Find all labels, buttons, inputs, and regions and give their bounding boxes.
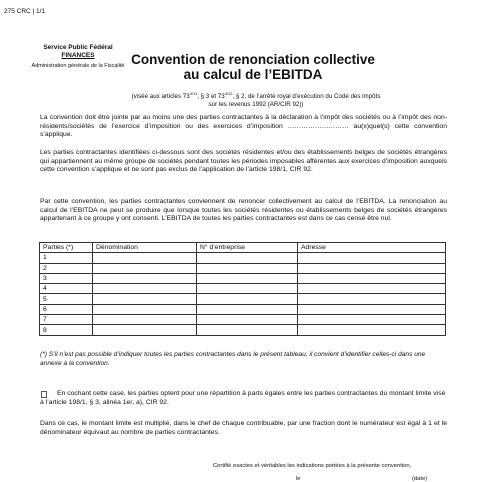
cell-enterprise-number[interactable] — [197, 315, 298, 325]
table-row — [40, 315, 446, 325]
row-number: 1 — [40, 253, 93, 263]
row-number: 2 — [40, 263, 93, 273]
cell-denomination[interactable] — [93, 325, 197, 335]
equal-split-option — [40, 390, 447, 407]
cell-enterprise-number[interactable] — [197, 294, 298, 304]
row-number: 8 — [40, 325, 93, 335]
row-number: 3 — [40, 273, 93, 283]
cell-address[interactable] — [298, 263, 446, 273]
subtitle-part-a: (visée aux articles 73 — [131, 93, 190, 101]
table-row — [40, 294, 446, 304]
subtitle-sup-2: 4/12 — [224, 91, 233, 96]
cell-address[interactable] — [298, 315, 446, 325]
agency-block — [30, 44, 126, 70]
parties-table — [39, 242, 446, 336]
cell-enterprise-number[interactable] — [197, 284, 298, 294]
cell-denomination[interactable] — [93, 253, 197, 263]
cell-denomination[interactable] — [93, 304, 197, 314]
paragraph-scope: La convention doit être jointe par au moins une des parties contractantes à la déclaration à l’impôt des sociétés ou à l’impôt des non-résidents/sociétés de l’exercice d’imposition ou des exercices d’imposition ……………………… au(x)quel(s) cette convention s’applique. — [40, 114, 447, 139]
table-header-row — [40, 243, 446, 253]
page-title: Convention de renonciation collective au calcul de l’EBITDA — [131, 52, 375, 82]
paragraph-parties: Les parties contractantes identifiées ci-dessous sont des sociétés résidentes et/ou des établissements belges de sociétés étrangères qui appartiennent au même groupe de sociétés pendant toutes les périodes imposables afférentes aux exercices d’imposition auxquels cette convention s’applique et ne sont pas exclus de l’application de l’article 198/1, CIR 92. — [40, 149, 447, 174]
cell-address[interactable] — [298, 325, 446, 335]
cell-enterprise-number[interactable] — [197, 273, 298, 283]
column-header: Adresse — [298, 243, 446, 253]
cell-address[interactable] — [298, 304, 446, 314]
cell-denomination[interactable] — [93, 315, 197, 325]
cell-enterprise-number[interactable] — [197, 325, 298, 335]
table-row — [40, 304, 446, 314]
table-footnote: (*) S’il n’est pas possible d’indiquer toutes les parties contractantes dans le présent tableau, il convient d’identifier celles-ci dans une annexe à la convention. — [40, 351, 426, 367]
row-number: 5 — [40, 294, 93, 304]
subtitle-part-b: , § 3 et 73 — [197, 93, 225, 101]
cell-denomination[interactable] — [93, 273, 197, 283]
cell-address[interactable] — [298, 273, 446, 283]
cell-address[interactable] — [298, 253, 446, 263]
paragraph-multiplier: Dans ce cas, le montant limite est multiplié, dans le chef de chaque contribuable, par une fraction dont le numérateur est égal à 1 et le dénominateur équivaut au nombre de parties contractantes. — [40, 420, 447, 436]
table-row — [40, 325, 446, 335]
table-row — [40, 263, 446, 273]
signature-date-label: (date) — [412, 476, 428, 482]
cell-address[interactable] — [298, 284, 446, 294]
table-row — [40, 253, 446, 263]
cell-enterprise-number[interactable] — [197, 263, 298, 273]
signature-place-label: le — [296, 476, 301, 482]
agency-admin: Administration générale de la Fiscalité — [31, 63, 125, 69]
page-subtitle — [130, 90, 382, 109]
agency-dept: FINANCES — [61, 52, 95, 59]
subtitle-sup-1: 4/11 — [189, 91, 198, 96]
certification-text: Certifié exactes et véritables les indications portées à la présente convention, — [213, 463, 412, 469]
subtitle-part-c: , § 2, de l’arrêté royal d’exécution du Code des impôts sur les revenus 1992 (AR/CIR 92)) — [208, 93, 381, 109]
column-header: Parties (*) — [40, 243, 93, 253]
table-row — [40, 284, 446, 294]
row-number: 7 — [40, 315, 93, 325]
column-header: Dénomination — [93, 243, 197, 253]
row-number: 4 — [40, 284, 93, 294]
equal-split-label: En cochant cette case, les parties optent pour une répartition à parts égales entre les parties contractantes du montant limite visé à l’article 198/1, § 3, alinéa 1er, a), CIR 92. — [40, 390, 446, 406]
column-header: N° d’entreprise — [197, 243, 298, 253]
form-id: 275 CRC | 1/1 — [4, 8, 46, 15]
cell-denomination[interactable] — [93, 294, 197, 304]
table-row — [40, 273, 446, 283]
cell-enterprise-number[interactable] — [197, 253, 298, 263]
cell-denomination[interactable] — [93, 263, 197, 273]
row-number: 6 — [40, 304, 93, 314]
cell-enterprise-number[interactable] — [197, 304, 298, 314]
paragraph-waiver: Par cette convention, les parties contractantes conviennent de renoncer collectivement au calcul de l’EBITDA. La renonciation au calcul de l’EBITDA ne peut se produire que lorsque toutes les sociétés résidentes ou établissements belges de sociétés étrangères appartenant à ce groupe y ont consenti. L’EBITDA de toutes les parties contractantes est dans ce cas censé être nul. — [40, 198, 447, 223]
cell-address[interactable] — [298, 294, 446, 304]
cell-denomination[interactable] — [93, 284, 197, 294]
agency-name: Service Public Fédéral — [43, 44, 113, 51]
